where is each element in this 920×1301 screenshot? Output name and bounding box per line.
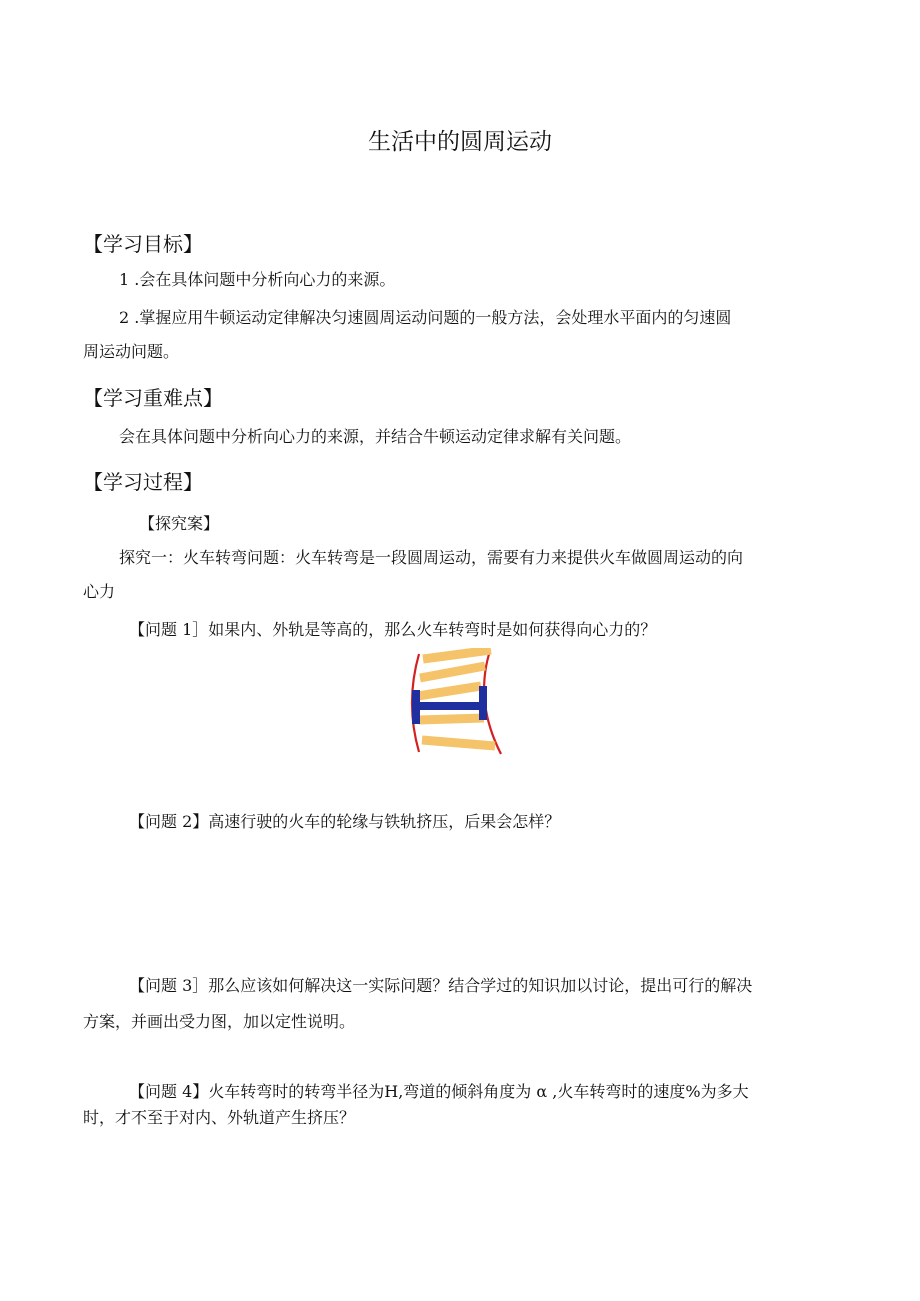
goal-item-2-continued: 周运动问题。 <box>83 342 180 361</box>
sleeper-1 <box>423 650 491 659</box>
question-3: 【问题 3］那么应该如何解决这一实际问题？结合学过的知识加以讨论，提出可行的解决 <box>129 976 753 995</box>
page-title: 生活中的圆周运动 <box>368 129 552 155</box>
question-4-continued: 时，才不至于对内、外轨道产生挤压？ <box>83 1108 356 1127</box>
goal-item-1: 1 .会在具体问题中分析向心力的来源。 <box>119 270 396 289</box>
keypoints-text: 会在具体问题中分析向心力的来源，并结合牛顿运动定律求解有关问题。 <box>119 427 632 446</box>
axle-right-wheel <box>479 686 487 720</box>
explore1-text: 探究一：火车转弯问题：火车转弯是一段圆周运动，需要有力来提供火车做圆周运动的向 <box>119 548 744 567</box>
question-1: 【问题 1］如果内、外轨是等高的，那么火车转弯时是如何获得向心力的？ <box>129 620 657 639</box>
section-heading-goals: 【学习目标】 <box>83 232 203 256</box>
explore1-text-continued: 心力 <box>83 582 116 601</box>
section-heading-process: 【学习过程】 <box>83 470 203 494</box>
question-2: 【问题 2】高速行驶的火车的轮缘与铁轨挤压，后果会怎样？ <box>129 812 561 831</box>
rail-curve-figure <box>409 648 509 758</box>
subheading-explore-case: 【探究案】 <box>139 514 220 533</box>
question-3-continued: 方案，并画出受力图，加以定性说明。 <box>83 1012 356 1031</box>
question-4: 【问题 4】火车转弯时的转弯半径为H,弯道的倾斜角度为 α ,火车转弯时的速度%为多大 <box>129 1082 749 1101</box>
sleeper-5 <box>422 740 495 746</box>
sleeper-2 <box>420 666 485 678</box>
goal-item-2: 2 .掌握应用牛顿运动定律解决匀速圆周运动问题的一般方法，会处理水平面内的匀速圆 <box>119 308 732 327</box>
axle-shaft <box>418 702 482 710</box>
sleeper-4 <box>419 718 484 720</box>
section-heading-keypoints: 【学习重难点】 <box>83 386 223 410</box>
sleeper-3 <box>418 686 481 696</box>
